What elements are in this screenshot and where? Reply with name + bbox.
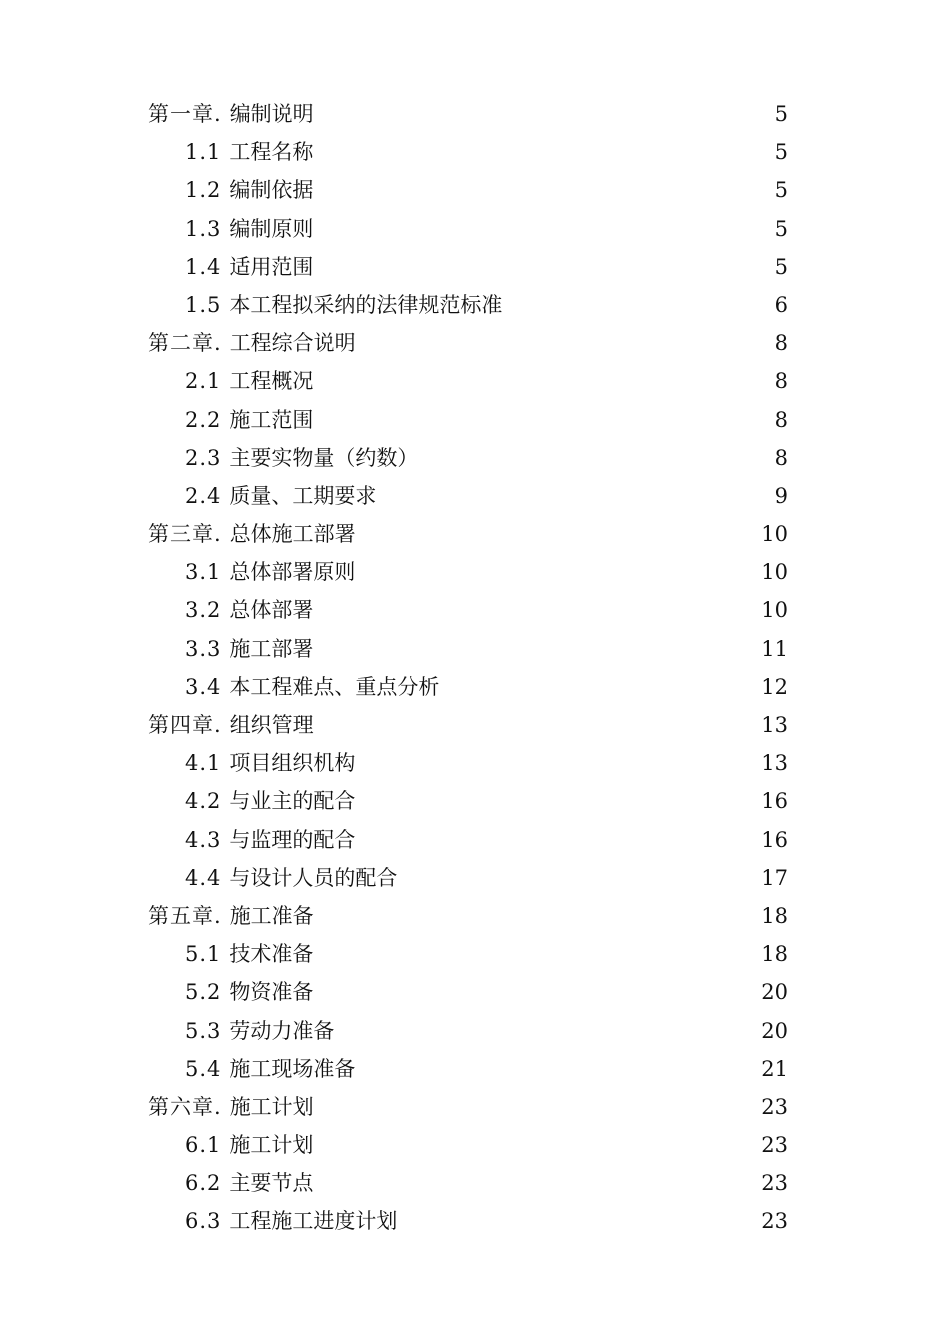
- toc-entry-number: 1.4: [185, 254, 222, 279]
- toc-entry-text: [148, 935, 313, 973]
- toc-section-4-3[interactable]: [148, 821, 788, 859]
- toc-entry-title: 编制原则: [229, 216, 314, 241]
- toc-chapter-6[interactable]: [148, 1088, 788, 1126]
- toc-entry-text: [148, 362, 313, 400]
- toc-entry-text: [148, 477, 376, 515]
- toc-section-3-1[interactable]: [148, 553, 788, 591]
- toc-entry-title: 施工部署: [229, 636, 314, 661]
- toc-entry-title: 总体施工部署: [229, 522, 356, 547]
- toc-entry-number: 第二章.: [148, 331, 222, 356]
- toc-chapter-5[interactable]: [148, 897, 788, 935]
- toc-entry-number: 5.2: [185, 980, 222, 1005]
- toc-entry-title: 本工程难点、重点分析: [229, 674, 440, 699]
- toc-entry-page: 10: [761, 598, 788, 623]
- toc-entry-number: 3.2: [185, 598, 222, 623]
- toc-entry-title: 施工准备: [229, 903, 314, 928]
- toc-entry-title: 施工现场准备: [229, 1056, 356, 1081]
- toc-entry-text: [148, 973, 313, 1011]
- toc-entry-title: 施工范围: [229, 407, 314, 432]
- toc-entry-title: 物资准备: [229, 980, 314, 1005]
- toc-entry-number: 1.1: [185, 140, 222, 165]
- toc-entry-text: [148, 1050, 355, 1088]
- toc-entry-page: 17: [761, 865, 788, 890]
- toc-entry-page: 8: [774, 407, 788, 432]
- toc-entry-text: [148, 401, 313, 439]
- toc-entry-text: [148, 133, 313, 171]
- toc-entry-title: 工程概况: [229, 369, 314, 394]
- toc-section-6-3[interactable]: [148, 1202, 788, 1240]
- toc-entry-text: [148, 591, 313, 629]
- toc-entry-text: [148, 210, 313, 248]
- toc-section-2-4[interactable]: [148, 477, 788, 515]
- toc-entry-page: 23: [761, 1133, 788, 1158]
- toc-entry-page: 5: [774, 178, 788, 203]
- toc-entry-title: 编制说明: [229, 102, 314, 126]
- toc-entry-text: [148, 1164, 313, 1202]
- toc-entry-number: 2.2: [185, 407, 222, 432]
- toc-entry-page: 5: [774, 216, 788, 241]
- toc-entry-text: [148, 630, 313, 668]
- toc-entry-title: 质量、工期要求: [229, 483, 377, 508]
- toc-entry-number: 1.3: [185, 216, 222, 241]
- toc-entry-page: 13: [761, 713, 788, 737]
- toc-entry-page: 12: [761, 674, 788, 699]
- toc-entry-text: [148, 1088, 314, 1126]
- toc-section-1-3[interactable]: [148, 210, 788, 248]
- toc-entry-number: 5.3: [185, 1018, 222, 1043]
- toc-chapter-1[interactable]: [148, 95, 788, 133]
- toc-entry-page: 18: [761, 903, 788, 928]
- toc-entry-text: [148, 439, 418, 477]
- toc-entry-number: 4.2: [185, 789, 222, 814]
- toc-entry-title: 技术准备: [229, 942, 314, 967]
- toc-entry-text: [148, 248, 313, 286]
- toc-entry-text: [148, 1202, 397, 1240]
- toc-entry-page: 23: [761, 1171, 788, 1196]
- toc-section-1-2[interactable]: [148, 171, 788, 209]
- toc-entry-text: [148, 171, 313, 209]
- toc-entry-page: 20: [761, 980, 788, 1005]
- toc-section-4-2[interactable]: [148, 782, 788, 820]
- toc-entry-number: 2.3: [185, 445, 222, 470]
- toc-entry-number: 6.3: [185, 1209, 222, 1234]
- toc-entry-number: 第三章.: [148, 522, 222, 547]
- toc-entry-number: 3.1: [185, 560, 222, 585]
- toc-entry-page: 23: [761, 1094, 788, 1119]
- toc-entry-title: 工程施工进度计划: [229, 1209, 398, 1234]
- toc-entry-title: 工程名称: [229, 140, 314, 165]
- toc-section-5-1[interactable]: [148, 935, 788, 973]
- toc-section-2-1[interactable]: [148, 362, 788, 400]
- toc-entry-text: [148, 553, 355, 591]
- toc-entry-page: 9: [774, 483, 788, 508]
- toc-section-1-4[interactable]: [148, 248, 788, 286]
- toc-entry-page: 21: [761, 1056, 788, 1081]
- toc-chapter-3[interactable]: [148, 515, 788, 553]
- toc-entry-page: 5: [774, 140, 788, 165]
- toc-entry-text: [148, 324, 356, 362]
- toc-entry-number: 2.1: [185, 369, 222, 394]
- toc-entry-number: 5.1: [185, 942, 222, 967]
- toc-entry-text: [148, 897, 314, 935]
- toc-entry-number: 3.3: [185, 636, 222, 661]
- toc-entry-page: 18: [761, 942, 788, 967]
- toc-entry-page: 13: [761, 751, 788, 776]
- toc-entry-title: 总体部署原则: [229, 560, 356, 585]
- toc-entry-text: [148, 706, 314, 744]
- toc-section-3-4[interactable]: [148, 668, 788, 706]
- toc-chapter-2[interactable]: [148, 324, 788, 362]
- toc-entry-page: 23: [761, 1209, 788, 1234]
- toc-entry-title: 主要节点: [229, 1171, 314, 1196]
- toc-entry-number: 5.4: [185, 1056, 222, 1081]
- toc-section-2-3[interactable]: [148, 439, 788, 477]
- toc-entry-title: 工程综合说明: [229, 331, 356, 356]
- toc-entry-title: 总体部署: [229, 598, 314, 623]
- toc-entry-page: 5: [774, 254, 788, 279]
- toc-entry-number: 第四章.: [148, 713, 222, 737]
- toc-section-1-1[interactable]: [148, 133, 788, 171]
- toc-section-1-5[interactable]: [148, 286, 788, 324]
- toc-section-5-2[interactable]: [148, 973, 788, 1011]
- toc-entry-title: 组织管理: [229, 713, 314, 737]
- toc-entry-number: 1.5: [185, 292, 222, 317]
- table-of-contents: [148, 95, 788, 1241]
- toc-entry-page: 20: [761, 1018, 788, 1043]
- toc-entry-text: [148, 1126, 313, 1164]
- toc-entry-title: 与业主的配合: [229, 789, 356, 814]
- toc-entry-number: 4.3: [185, 827, 222, 852]
- toc-entry-title: 适用范围: [229, 254, 314, 279]
- toc-entry-number: 6.1: [185, 1133, 222, 1158]
- toc-section-4-1[interactable]: [148, 744, 788, 782]
- toc-entry-text: [148, 95, 314, 133]
- toc-entry-page: 8: [774, 445, 788, 470]
- toc-entry-page: 11: [761, 636, 788, 661]
- toc-entry-text: [148, 515, 356, 553]
- toc-entry-text: [148, 744, 355, 782]
- toc-entry-page: 8: [774, 369, 788, 394]
- toc-entry-number: 第一章.: [148, 102, 222, 126]
- toc-entry-number: 4.1: [185, 751, 222, 776]
- toc-entry-number: 第六章.: [148, 1094, 222, 1119]
- toc-section-2-2[interactable]: [148, 401, 788, 439]
- toc-entry-text: [148, 782, 355, 820]
- toc-entry-page: 10: [761, 522, 788, 547]
- toc-entry-page: 16: [761, 827, 788, 852]
- toc-entry-text: [148, 286, 502, 324]
- toc-entry-title: 施工计划: [229, 1094, 314, 1119]
- toc-entry-title: 与监理的配合: [229, 827, 356, 852]
- toc-entry-page: 10: [761, 560, 788, 585]
- toc-entry-title: 与设计人员的配合: [229, 865, 398, 890]
- toc-chapter-4[interactable]: [148, 706, 788, 744]
- toc-section-3-3[interactable]: [148, 630, 788, 668]
- toc-entry-page: 6: [774, 292, 788, 317]
- toc-entry-text: [148, 1012, 334, 1050]
- toc-entry-text: [148, 859, 397, 897]
- toc-entry-number: 1.2: [185, 178, 222, 203]
- toc-section-4-4[interactable]: [148, 859, 788, 897]
- toc-entry-number: 第五章.: [148, 903, 222, 928]
- toc-section-5-4[interactable]: [148, 1050, 788, 1088]
- toc-entry-page: 8: [774, 331, 788, 356]
- toc-entry-number: 4.4: [185, 865, 222, 890]
- toc-section-6-2[interactable]: [148, 1164, 788, 1202]
- toc-entry-page: 5: [774, 102, 788, 126]
- toc-entry-title: 编制依据: [229, 178, 314, 203]
- toc-entry-number: 2.4: [185, 483, 222, 508]
- toc-entry-title: 主要实物量（约数）: [229, 445, 419, 470]
- toc-entry-number: 3.4: [185, 674, 222, 699]
- toc-entry-text: [148, 821, 355, 859]
- toc-section-6-1[interactable]: [148, 1126, 788, 1164]
- toc-entry-title: 项目组织机构: [229, 751, 356, 776]
- toc-entry-text: [148, 668, 439, 706]
- toc-entry-number: 6.2: [185, 1171, 222, 1196]
- toc-entry-title: 本工程拟采纳的法律规范标准: [229, 292, 503, 317]
- toc-section-3-2[interactable]: [148, 591, 788, 629]
- toc-entry-page: 16: [761, 789, 788, 814]
- toc-section-5-3[interactable]: [148, 1012, 788, 1050]
- toc-entry-title: 劳动力准备: [229, 1018, 335, 1043]
- toc-entry-title: 施工计划: [229, 1133, 314, 1158]
